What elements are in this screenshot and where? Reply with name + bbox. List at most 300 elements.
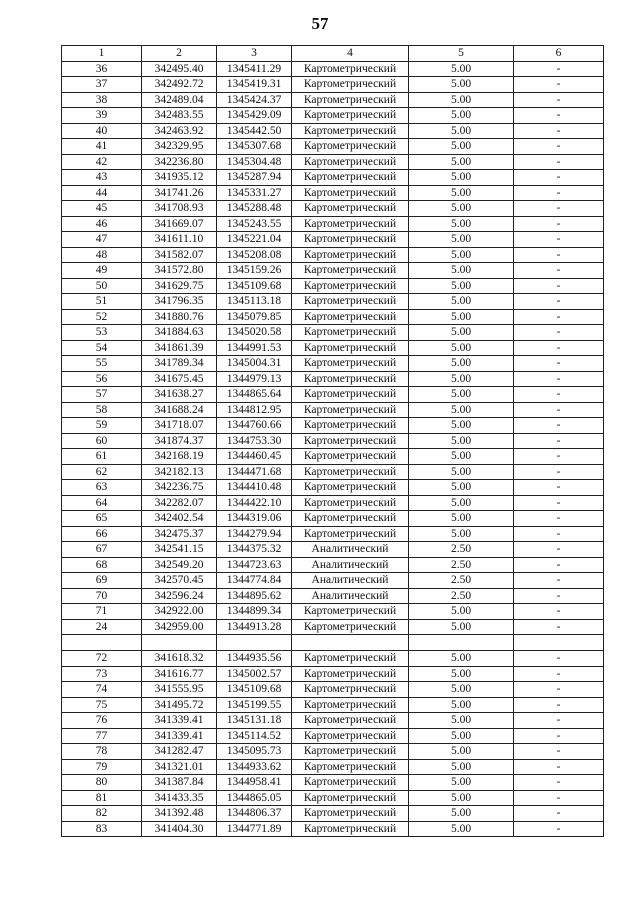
table-cell: 1345109.68 bbox=[217, 682, 292, 698]
table-cell: Картометрический bbox=[292, 201, 409, 217]
table-cell: Картометрический bbox=[292, 697, 409, 713]
table-cell: 1344812.95 bbox=[217, 402, 292, 418]
table-cell: - bbox=[514, 232, 604, 248]
table-row bbox=[62, 480, 604, 496]
column-header: 1 bbox=[62, 46, 142, 62]
table-cell: 341675.45 bbox=[142, 371, 217, 387]
table-cell: Картометрический bbox=[292, 495, 409, 511]
table-cell: - bbox=[514, 356, 604, 372]
table-cell: 5.00 bbox=[409, 790, 514, 806]
table-cell: 59 bbox=[62, 418, 142, 434]
table-cell: 342329.95 bbox=[142, 139, 217, 155]
table-cell: Картометрический bbox=[292, 340, 409, 356]
table-cell: 1345109.68 bbox=[217, 278, 292, 294]
table-cell: 5.00 bbox=[409, 278, 514, 294]
table-cell: - bbox=[514, 526, 604, 542]
table-cell: Картометрический bbox=[292, 464, 409, 480]
table-row bbox=[62, 449, 604, 465]
table-row bbox=[62, 139, 604, 155]
table-cell: 342402.54 bbox=[142, 511, 217, 527]
table-cell: - bbox=[514, 542, 604, 558]
table-row bbox=[62, 185, 604, 201]
table-cell: 46 bbox=[62, 216, 142, 232]
table-cell: 2.50 bbox=[409, 588, 514, 604]
table-cell: 54 bbox=[62, 340, 142, 356]
table-cell: 5.00 bbox=[409, 61, 514, 77]
table-cell: Картометрический bbox=[292, 682, 409, 698]
table-cell: 341582.07 bbox=[142, 247, 217, 263]
table-cell: 1345288.48 bbox=[217, 201, 292, 217]
table-cell: 5.00 bbox=[409, 619, 514, 635]
table-cell: 1345002.57 bbox=[217, 666, 292, 682]
table-cell: 5.00 bbox=[409, 371, 514, 387]
table-cell: Картометрический bbox=[292, 604, 409, 620]
blank-row bbox=[62, 635, 604, 651]
table-row bbox=[62, 263, 604, 279]
table-cell: - bbox=[514, 123, 604, 139]
table-cell: - bbox=[514, 573, 604, 589]
table-cell: 1345429.09 bbox=[217, 108, 292, 124]
table-cell: 5.00 bbox=[409, 526, 514, 542]
table-cell: Картометрический bbox=[292, 371, 409, 387]
table-cell: - bbox=[514, 294, 604, 310]
table-cell: - bbox=[514, 139, 604, 155]
table-cell: 53 bbox=[62, 325, 142, 341]
table-cell: 342570.45 bbox=[142, 573, 217, 589]
table-row bbox=[62, 402, 604, 418]
table-cell: 75 bbox=[62, 697, 142, 713]
column-header: 2 bbox=[142, 46, 217, 62]
table-row bbox=[62, 278, 604, 294]
table-cell: 5.00 bbox=[409, 604, 514, 620]
table-cell: 1344760.66 bbox=[217, 418, 292, 434]
table-cell: - bbox=[514, 170, 604, 186]
table-cell: 66 bbox=[62, 526, 142, 542]
table-cell: 1344771.89 bbox=[217, 821, 292, 837]
table-cell: 5.00 bbox=[409, 325, 514, 341]
table-cell: 73 bbox=[62, 666, 142, 682]
table-cell: 341433.35 bbox=[142, 790, 217, 806]
table-row bbox=[62, 790, 604, 806]
table-cell: 61 bbox=[62, 449, 142, 465]
table-cell: 57 bbox=[62, 387, 142, 403]
table-cell: 5.00 bbox=[409, 464, 514, 480]
table-cell: Картометрический bbox=[292, 247, 409, 263]
table-cell: - bbox=[514, 588, 604, 604]
table-cell: 50 bbox=[62, 278, 142, 294]
table-cell: 5.00 bbox=[409, 263, 514, 279]
table-row bbox=[62, 573, 604, 589]
table-cell: 5.00 bbox=[409, 247, 514, 263]
table-cell: - bbox=[514, 418, 604, 434]
table-cell: 341880.76 bbox=[142, 309, 217, 325]
table-cell: Картометрический bbox=[292, 728, 409, 744]
table-cell: 45 bbox=[62, 201, 142, 217]
table-cell: 342492.72 bbox=[142, 77, 217, 93]
table-cell: 77 bbox=[62, 728, 142, 744]
table-cell: 5.00 bbox=[409, 356, 514, 372]
table-row bbox=[62, 557, 604, 573]
table-cell: 5.00 bbox=[409, 759, 514, 775]
table-cell: 341339.41 bbox=[142, 713, 217, 729]
table-row bbox=[62, 433, 604, 449]
table-row bbox=[62, 309, 604, 325]
table-cell: Картометрический bbox=[292, 387, 409, 403]
table-body-bottom bbox=[62, 651, 604, 837]
coordinates-table bbox=[61, 45, 604, 837]
table-cell: 1344375.32 bbox=[217, 542, 292, 558]
table-cell: Картометрический bbox=[292, 77, 409, 93]
table-cell: Картометрический bbox=[292, 278, 409, 294]
table-cell: 62 bbox=[62, 464, 142, 480]
table-row bbox=[62, 604, 604, 620]
table-cell: Картометрический bbox=[292, 806, 409, 822]
table-cell: - bbox=[514, 263, 604, 279]
table-cell: Картометрический bbox=[292, 356, 409, 372]
table-cell: - bbox=[514, 201, 604, 217]
table-cell: 41 bbox=[62, 139, 142, 155]
table-cell: 342959.00 bbox=[142, 619, 217, 635]
table-cell: - bbox=[514, 557, 604, 573]
table-cell: 5.00 bbox=[409, 201, 514, 217]
table-cell: 49 bbox=[62, 263, 142, 279]
table-cell: 72 bbox=[62, 651, 142, 667]
table-cell: 341629.75 bbox=[142, 278, 217, 294]
table-row bbox=[62, 744, 604, 760]
table-cell: Картометрический bbox=[292, 325, 409, 341]
table-cell: 39 bbox=[62, 108, 142, 124]
table-row bbox=[62, 170, 604, 186]
table-cell: 1345114.52 bbox=[217, 728, 292, 744]
table-cell: 1345304.48 bbox=[217, 154, 292, 170]
table-cell: - bbox=[514, 464, 604, 480]
table-cell: 5.00 bbox=[409, 77, 514, 93]
table-cell: - bbox=[514, 495, 604, 511]
table-cell: Картометрический bbox=[292, 418, 409, 434]
table-cell: 5.00 bbox=[409, 185, 514, 201]
table-cell: 1344319.06 bbox=[217, 511, 292, 527]
column-header: 3 bbox=[217, 46, 292, 62]
table-cell: 70 bbox=[62, 588, 142, 604]
table-cell: Картометрический bbox=[292, 433, 409, 449]
table-cell: 1344933.62 bbox=[217, 759, 292, 775]
table-cell: Картометрический bbox=[292, 713, 409, 729]
table-cell: 341618.32 bbox=[142, 651, 217, 667]
table-cell: 1345331.27 bbox=[217, 185, 292, 201]
table-cell: 1345208.08 bbox=[217, 247, 292, 263]
table-row bbox=[62, 371, 604, 387]
table-cell: 51 bbox=[62, 294, 142, 310]
table-cell: 341321.01 bbox=[142, 759, 217, 775]
table-cell: 5.00 bbox=[409, 682, 514, 698]
table-cell: Картометрический bbox=[292, 61, 409, 77]
table-cell: 24 bbox=[62, 619, 142, 635]
table-cell: 1345113.18 bbox=[217, 294, 292, 310]
table-cell: - bbox=[514, 387, 604, 403]
table-cell: 82 bbox=[62, 806, 142, 822]
table-cell: Аналитический bbox=[292, 588, 409, 604]
table-cell: - bbox=[514, 480, 604, 496]
table-cell: - bbox=[514, 108, 604, 124]
table-cell: 65 bbox=[62, 511, 142, 527]
table-cell: 37 bbox=[62, 77, 142, 93]
table-cell: - bbox=[514, 775, 604, 791]
table-cell: 1344865.64 bbox=[217, 387, 292, 403]
table-cell: - bbox=[514, 651, 604, 667]
table-row bbox=[62, 108, 604, 124]
table-cell: 341708.93 bbox=[142, 201, 217, 217]
table-cell: 52 bbox=[62, 309, 142, 325]
table-cell: - bbox=[514, 340, 604, 356]
table-cell: 341387.84 bbox=[142, 775, 217, 791]
table-cell: Картометрический bbox=[292, 759, 409, 775]
table-cell: Картометрический bbox=[292, 619, 409, 635]
table-cell: - bbox=[514, 449, 604, 465]
table-cell: 76 bbox=[62, 713, 142, 729]
table-row bbox=[62, 356, 604, 372]
table-cell: 5.00 bbox=[409, 728, 514, 744]
table-row bbox=[62, 588, 604, 604]
table-cell: 341688.24 bbox=[142, 402, 217, 418]
table-cell: 78 bbox=[62, 744, 142, 760]
table-cell: 5.00 bbox=[409, 402, 514, 418]
table-cell: 5.00 bbox=[409, 294, 514, 310]
table-row bbox=[62, 713, 604, 729]
table-cell: 1345131.18 bbox=[217, 713, 292, 729]
table-cell: 1345411.29 bbox=[217, 61, 292, 77]
table-cell: - bbox=[514, 309, 604, 325]
table-row bbox=[62, 61, 604, 77]
page-number: 57 bbox=[311, 14, 329, 33]
table-cell: 341611.10 bbox=[142, 232, 217, 248]
table-cell: 60 bbox=[62, 433, 142, 449]
table-cell: 5.00 bbox=[409, 480, 514, 496]
table-cell: Картометрический bbox=[292, 154, 409, 170]
table-cell: 1344723.63 bbox=[217, 557, 292, 573]
table-row bbox=[62, 92, 604, 108]
table-cell: 5.00 bbox=[409, 387, 514, 403]
table-row bbox=[62, 666, 604, 682]
table-cell: 5.00 bbox=[409, 697, 514, 713]
table-cell: 56 bbox=[62, 371, 142, 387]
table-cell: 342495.40 bbox=[142, 61, 217, 77]
table-cell: Картометрический bbox=[292, 651, 409, 667]
table-cell: 341495.72 bbox=[142, 697, 217, 713]
table-cell: 40 bbox=[62, 123, 142, 139]
table-cell: 342236.75 bbox=[142, 480, 217, 496]
table-cell: - bbox=[514, 744, 604, 760]
table-cell: - bbox=[514, 433, 604, 449]
table-cell: 342236.80 bbox=[142, 154, 217, 170]
table-cell: 5.00 bbox=[409, 232, 514, 248]
table-cell: - bbox=[514, 790, 604, 806]
table-cell: 1345307.68 bbox=[217, 139, 292, 155]
table-cell: Картометрический bbox=[292, 108, 409, 124]
table-cell: 5.00 bbox=[409, 340, 514, 356]
table-cell: - bbox=[514, 61, 604, 77]
table-cell: 1344895.62 bbox=[217, 588, 292, 604]
table-cell: Картометрический bbox=[292, 821, 409, 837]
table-cell: 5.00 bbox=[409, 216, 514, 232]
table-cell: Аналитический bbox=[292, 542, 409, 558]
table-row bbox=[62, 821, 604, 837]
table-cell: 341884.63 bbox=[142, 325, 217, 341]
table-row bbox=[62, 511, 604, 527]
table-cell: 5.00 bbox=[409, 744, 514, 760]
table-row bbox=[62, 154, 604, 170]
table-row bbox=[62, 340, 604, 356]
table-cell: 341874.37 bbox=[142, 433, 217, 449]
table-cell: Картометрический bbox=[292, 666, 409, 682]
table-row bbox=[62, 759, 604, 775]
table-cell: Картометрический bbox=[292, 775, 409, 791]
table-cell: Картометрический bbox=[292, 480, 409, 496]
table-cell: 67 bbox=[62, 542, 142, 558]
table-row bbox=[62, 201, 604, 217]
table-cell: Картометрический bbox=[292, 309, 409, 325]
table-cell: 5.00 bbox=[409, 92, 514, 108]
table-cell: 341392.48 bbox=[142, 806, 217, 822]
table-cell: Картометрический bbox=[292, 263, 409, 279]
table-row bbox=[62, 464, 604, 480]
table-cell: 1344865.05 bbox=[217, 790, 292, 806]
table-cell: 341789.34 bbox=[142, 356, 217, 372]
table-row bbox=[62, 682, 604, 698]
table-cell: 79 bbox=[62, 759, 142, 775]
table-row bbox=[62, 542, 604, 558]
table-cell: 55 bbox=[62, 356, 142, 372]
table-cell: Картометрический bbox=[292, 123, 409, 139]
table-cell: 1344991.53 bbox=[217, 340, 292, 356]
table-cell: - bbox=[514, 682, 604, 698]
table-cell: 341669.07 bbox=[142, 216, 217, 232]
table-cell: 341638.27 bbox=[142, 387, 217, 403]
table-cell: 5.00 bbox=[409, 170, 514, 186]
table-cell: - bbox=[514, 728, 604, 744]
table-cell: 1345095.73 bbox=[217, 744, 292, 760]
table-cell: 42 bbox=[62, 154, 142, 170]
table-row bbox=[62, 728, 604, 744]
table-cell: Картометрический bbox=[292, 232, 409, 248]
table-cell: 342475.37 bbox=[142, 526, 217, 542]
table-cell: - bbox=[514, 325, 604, 341]
table-cell: 38 bbox=[62, 92, 142, 108]
table-cell: 1344410.48 bbox=[217, 480, 292, 496]
table-cell: 5.00 bbox=[409, 123, 514, 139]
table-cell: 342922.00 bbox=[142, 604, 217, 620]
table-cell: Картометрический bbox=[292, 744, 409, 760]
table-cell: - bbox=[514, 278, 604, 294]
table-cell: 341572.80 bbox=[142, 263, 217, 279]
table-cell: 341935.12 bbox=[142, 170, 217, 186]
table-cell: 1345243.55 bbox=[217, 216, 292, 232]
table-cell: 47 bbox=[62, 232, 142, 248]
table-cell: 5.00 bbox=[409, 449, 514, 465]
table-cell: 5.00 bbox=[409, 713, 514, 729]
table-cell: Картометрический bbox=[292, 170, 409, 186]
table-header-row bbox=[62, 46, 604, 62]
table-row bbox=[62, 247, 604, 263]
table-cell: 1344753.30 bbox=[217, 433, 292, 449]
table-row bbox=[62, 325, 604, 341]
table-cell: 5.00 bbox=[409, 309, 514, 325]
table-cell: - bbox=[514, 402, 604, 418]
table-cell: Картометрический bbox=[292, 139, 409, 155]
table-cell: - bbox=[514, 821, 604, 837]
table-cell: 1344806.37 bbox=[217, 806, 292, 822]
table-cell: - bbox=[514, 604, 604, 620]
table-cell: 64 bbox=[62, 495, 142, 511]
table-cell: Картометрический bbox=[292, 294, 409, 310]
table-cell: 342483.55 bbox=[142, 108, 217, 124]
table-cell: 341616.77 bbox=[142, 666, 217, 682]
table-row bbox=[62, 806, 604, 822]
table-row bbox=[62, 697, 604, 713]
table-cell: - bbox=[514, 619, 604, 635]
table-cell: 341861.39 bbox=[142, 340, 217, 356]
table-cell: 5.00 bbox=[409, 154, 514, 170]
table-cell: 1345221.04 bbox=[217, 232, 292, 248]
table-cell: Картометрический bbox=[292, 511, 409, 527]
table-cell: - bbox=[514, 806, 604, 822]
table-cell: 1345424.37 bbox=[217, 92, 292, 108]
table-cell: 1345079.85 bbox=[217, 309, 292, 325]
table-cell: - bbox=[514, 77, 604, 93]
table-cell: 342489.04 bbox=[142, 92, 217, 108]
table-cell: Картометрический bbox=[292, 449, 409, 465]
table-cell: 58 bbox=[62, 402, 142, 418]
table-cell: 1344774.84 bbox=[217, 573, 292, 589]
table-cell: 5.00 bbox=[409, 433, 514, 449]
table-cell: 80 bbox=[62, 775, 142, 791]
table-cell: 1344979.13 bbox=[217, 371, 292, 387]
table-cell: - bbox=[514, 697, 604, 713]
table-row bbox=[62, 216, 604, 232]
table-cell: 341718.07 bbox=[142, 418, 217, 434]
table-row bbox=[62, 294, 604, 310]
table-cell: Картометрический bbox=[292, 526, 409, 542]
table-cell: 1344913.28 bbox=[217, 619, 292, 635]
table-cell: 342549.20 bbox=[142, 557, 217, 573]
table-cell: 43 bbox=[62, 170, 142, 186]
table-cell: 5.00 bbox=[409, 775, 514, 791]
table-cell: 341555.95 bbox=[142, 682, 217, 698]
table-cell: - bbox=[514, 247, 604, 263]
table-cell: 63 bbox=[62, 480, 142, 496]
table-cell: - bbox=[514, 154, 604, 170]
table-cell: 44 bbox=[62, 185, 142, 201]
table-cell: 83 bbox=[62, 821, 142, 837]
table-row bbox=[62, 619, 604, 635]
table-cell: 1344935.56 bbox=[217, 651, 292, 667]
table-cell: 1344279.94 bbox=[217, 526, 292, 542]
column-header: 6 bbox=[514, 46, 604, 62]
table-cell: 1344958.41 bbox=[217, 775, 292, 791]
table-cell: Картометрический bbox=[292, 216, 409, 232]
table-cell: 1345442.50 bbox=[217, 123, 292, 139]
table-cell: 2.50 bbox=[409, 557, 514, 573]
table-cell: 342541.15 bbox=[142, 542, 217, 558]
table-cell: - bbox=[514, 185, 604, 201]
table-cell: 1345020.58 bbox=[217, 325, 292, 341]
table-cell: - bbox=[514, 759, 604, 775]
table-cell: 341282.47 bbox=[142, 744, 217, 760]
table-cell: 342463.92 bbox=[142, 123, 217, 139]
table-cell: 341339.41 bbox=[142, 728, 217, 744]
table-cell: 74 bbox=[62, 682, 142, 698]
table-cell: 69 bbox=[62, 573, 142, 589]
column-header: 4 bbox=[292, 46, 409, 62]
